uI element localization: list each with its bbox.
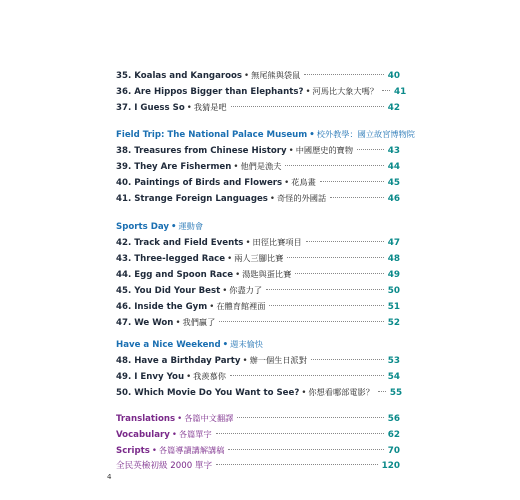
- toc-block-intro: [116, 67, 407, 115]
- entry-separator: •: [222, 286, 228, 296]
- entry-page-number: 40: [387, 71, 400, 81]
- entry-separator: •: [177, 414, 183, 424]
- section-heading: [116, 126, 415, 142]
- entry-page-number: 56: [387, 414, 400, 424]
- entry-number: 50.: [116, 388, 132, 398]
- entry-separator: •: [245, 238, 251, 248]
- section-heading: [116, 218, 400, 234]
- dot-leader: [287, 257, 383, 258]
- dot-leader: [237, 417, 383, 418]
- section-title-en: Field Trip: The National Palace Museum: [116, 130, 308, 140]
- entry-title-en: Paintings of Birds and Flowers: [134, 178, 283, 188]
- entry-title-zh: 中國歷史的寶物: [295, 145, 354, 155]
- page-folio: 4: [107, 473, 112, 481]
- toc-section-field-trip: [116, 126, 415, 206]
- entry-separator: •: [171, 430, 177, 440]
- entry-page-number: 43: [387, 146, 400, 156]
- entry-number: 37.: [116, 103, 132, 113]
- toc-entry: [116, 234, 400, 250]
- dot-leader: [311, 359, 384, 360]
- toc-entry: [116, 190, 400, 206]
- entry-title-zh: 我羨慕你: [193, 371, 226, 381]
- entry-title-en: Treasures from Chinese History: [134, 146, 287, 156]
- entry-page-number: 51: [387, 302, 400, 312]
- entry-title-en: Egg and Spoon Race: [134, 270, 234, 280]
- toc-entry: [116, 174, 400, 190]
- entry-separator: •: [186, 103, 192, 113]
- section-title-en: Sports Day: [116, 222, 169, 232]
- section-title-zh: 週末愉快: [230, 339, 263, 349]
- dot-leader: [330, 197, 384, 198]
- entry-separator: •: [242, 356, 248, 366]
- entry-title-en: Translations: [116, 414, 176, 424]
- entry-title-en: Are Hippos Bigger than Elephants?: [134, 87, 304, 97]
- entry-separator: •: [284, 178, 290, 188]
- entry-separator: •: [244, 71, 250, 81]
- entry-title-zh: 全民英檢初級 2000 單字: [116, 461, 213, 471]
- entry-title-en: Strange Foreign Languages: [134, 194, 268, 204]
- entry-title-en: Vocabulary: [116, 430, 170, 440]
- entry-number: 44.: [116, 270, 132, 280]
- entry-page-number: 120: [381, 461, 400, 471]
- entry-title-zh: 無尾熊與袋鼠: [251, 70, 301, 80]
- entry-title-zh: 你想看哪部電影？: [308, 387, 374, 397]
- dot-leader: [378, 391, 386, 392]
- dot-leader: [216, 464, 378, 465]
- entry-page-number: 41: [394, 87, 407, 97]
- entry-number: 35.: [116, 71, 132, 81]
- entry-title-en: Track and Field Events: [134, 238, 244, 248]
- entry-title-zh: 辦一個生日派對: [249, 355, 307, 365]
- entry-title-zh: 兩人三腳比賽: [234, 253, 284, 263]
- entry-page-number: 48: [387, 254, 400, 264]
- entry-title-en: Scripts: [116, 446, 150, 456]
- entry-title-zh: 奇怪的外國話: [277, 193, 327, 203]
- entry-title-zh: 各篇單字: [178, 429, 212, 439]
- dot-leader: [228, 449, 383, 450]
- entry-title-en: You Did Your Best: [134, 286, 221, 296]
- entry-page-number: 50: [387, 286, 400, 296]
- entry-title-zh: 河馬比大象大嗎？: [312, 86, 379, 96]
- entry-title-en: I Envy You: [134, 372, 185, 382]
- entry-title-zh: 你盡力了: [229, 285, 263, 295]
- entry-page-number: 52: [387, 318, 400, 328]
- entry-number: 47.: [116, 318, 132, 328]
- section-separator: •: [222, 340, 229, 350]
- entry-title-en: Which Movie Do You Want to See?: [134, 388, 300, 398]
- entry-separator: •: [301, 388, 307, 398]
- toc-back-matter: [116, 410, 400, 474]
- dot-leader: [216, 433, 384, 434]
- dot-leader: [295, 273, 383, 274]
- dot-leader: [304, 74, 383, 75]
- dot-leader: [266, 289, 384, 290]
- entry-number: 48.: [116, 356, 132, 366]
- section-title-en: Have a Nice Weekend: [116, 340, 221, 350]
- entry-page-number: 44: [387, 162, 400, 172]
- entry-title-zh: 田徑比賽項目: [252, 237, 302, 247]
- dot-leader: [269, 305, 383, 306]
- entry-page-number: 55: [389, 388, 403, 398]
- entry-number: 36.: [116, 87, 132, 97]
- entry-separator: •: [209, 302, 215, 312]
- entry-separator: •: [233, 162, 239, 172]
- entry-title-zh: 各篇導讀講解講稿: [158, 445, 225, 455]
- entry-separator: •: [175, 318, 181, 328]
- entry-page-number: 62: [387, 430, 400, 440]
- toc-entry: [116, 298, 400, 314]
- entry-title-zh: 各篇中文翻譯: [184, 413, 234, 423]
- entry-title-zh: 我們贏了: [182, 317, 216, 327]
- entry-page-number: 54: [387, 372, 400, 382]
- section-heading: [116, 336, 400, 352]
- entry-title-zh: 他們是漁夫: [240, 161, 282, 171]
- toc-entry: [116, 314, 400, 330]
- toc-entry: [116, 384, 403, 400]
- entry-title-zh: 我猜是吧: [193, 102, 227, 112]
- entry-number: 49.: [116, 372, 132, 382]
- toc-entry: [116, 250, 400, 266]
- dot-leader: [231, 106, 384, 107]
- entry-number: 42.: [116, 238, 132, 248]
- toc-section-sports-day: [116, 218, 400, 330]
- entry-separator: •: [235, 270, 241, 280]
- entry-number: 41.: [116, 194, 132, 204]
- entry-number: 38.: [116, 146, 132, 156]
- section-title-zh: 校外教學：國立故宮博物院: [316, 129, 415, 139]
- toc-entry: [116, 99, 400, 115]
- entry-title-en: We Won: [134, 318, 174, 328]
- entry-number: 45.: [116, 286, 132, 296]
- dot-leader: [230, 375, 384, 376]
- entry-title-en: Have a Birthday Party: [134, 356, 241, 366]
- entry-number: 43.: [116, 254, 132, 264]
- section-separator: •: [309, 130, 315, 140]
- toc-entry: [116, 368, 400, 384]
- section-title-zh: 運動會: [178, 221, 204, 231]
- entry-separator: •: [227, 254, 233, 264]
- entry-title-zh: 在體育館裡面: [216, 301, 266, 311]
- entry-number: 40.: [116, 178, 132, 188]
- entry-title-en: Koalas and Kangaroos: [134, 71, 243, 81]
- toc-entry: [116, 83, 407, 99]
- dot-leader: [357, 149, 384, 150]
- toc-entry: [116, 410, 400, 426]
- toc-entry: [116, 266, 400, 282]
- entry-page-number: 42: [387, 103, 400, 113]
- entry-title-en: Inside the Gym: [134, 302, 208, 312]
- entry-page-number: 49: [387, 270, 400, 280]
- entry-separator: •: [186, 372, 192, 382]
- entry-title-zh: 花鳥畫: [291, 177, 316, 187]
- entry-separator: •: [151, 446, 157, 456]
- toc-entry: [116, 426, 400, 442]
- entry-number: 39.: [116, 162, 132, 172]
- toc-entry: [116, 158, 400, 174]
- entry-page-number: 53: [387, 356, 400, 366]
- dot-leader: [219, 321, 383, 322]
- entry-separator: •: [288, 146, 294, 156]
- entry-title-en: They Are Fishermen: [134, 162, 232, 172]
- dot-leader: [320, 181, 384, 182]
- entry-page-number: 45: [387, 178, 400, 188]
- dot-leader: [382, 90, 390, 91]
- entry-page-number: 46: [387, 194, 400, 204]
- dot-leader: [285, 165, 383, 166]
- dot-leader: [306, 241, 384, 242]
- entry-separator: •: [305, 87, 311, 97]
- toc-entry: [116, 442, 400, 458]
- entry-page-number: 47: [387, 238, 400, 248]
- toc-entry-word-list: [116, 458, 400, 474]
- toc-entry: [116, 67, 400, 83]
- toc-entry: [116, 352, 400, 368]
- entry-title-en: Three-legged Race: [134, 254, 226, 264]
- toc-section-weekend: [116, 336, 403, 400]
- entry-title-zh: 湯匙與蛋比賽: [242, 269, 292, 279]
- toc-entry: [116, 282, 400, 298]
- entry-page-number: 70: [387, 446, 400, 456]
- toc-entry: [116, 142, 400, 158]
- entry-separator: •: [269, 194, 275, 204]
- entry-number: 46.: [116, 302, 132, 312]
- entry-title-en: I Guess So: [134, 103, 185, 113]
- section-separator: •: [170, 222, 177, 232]
